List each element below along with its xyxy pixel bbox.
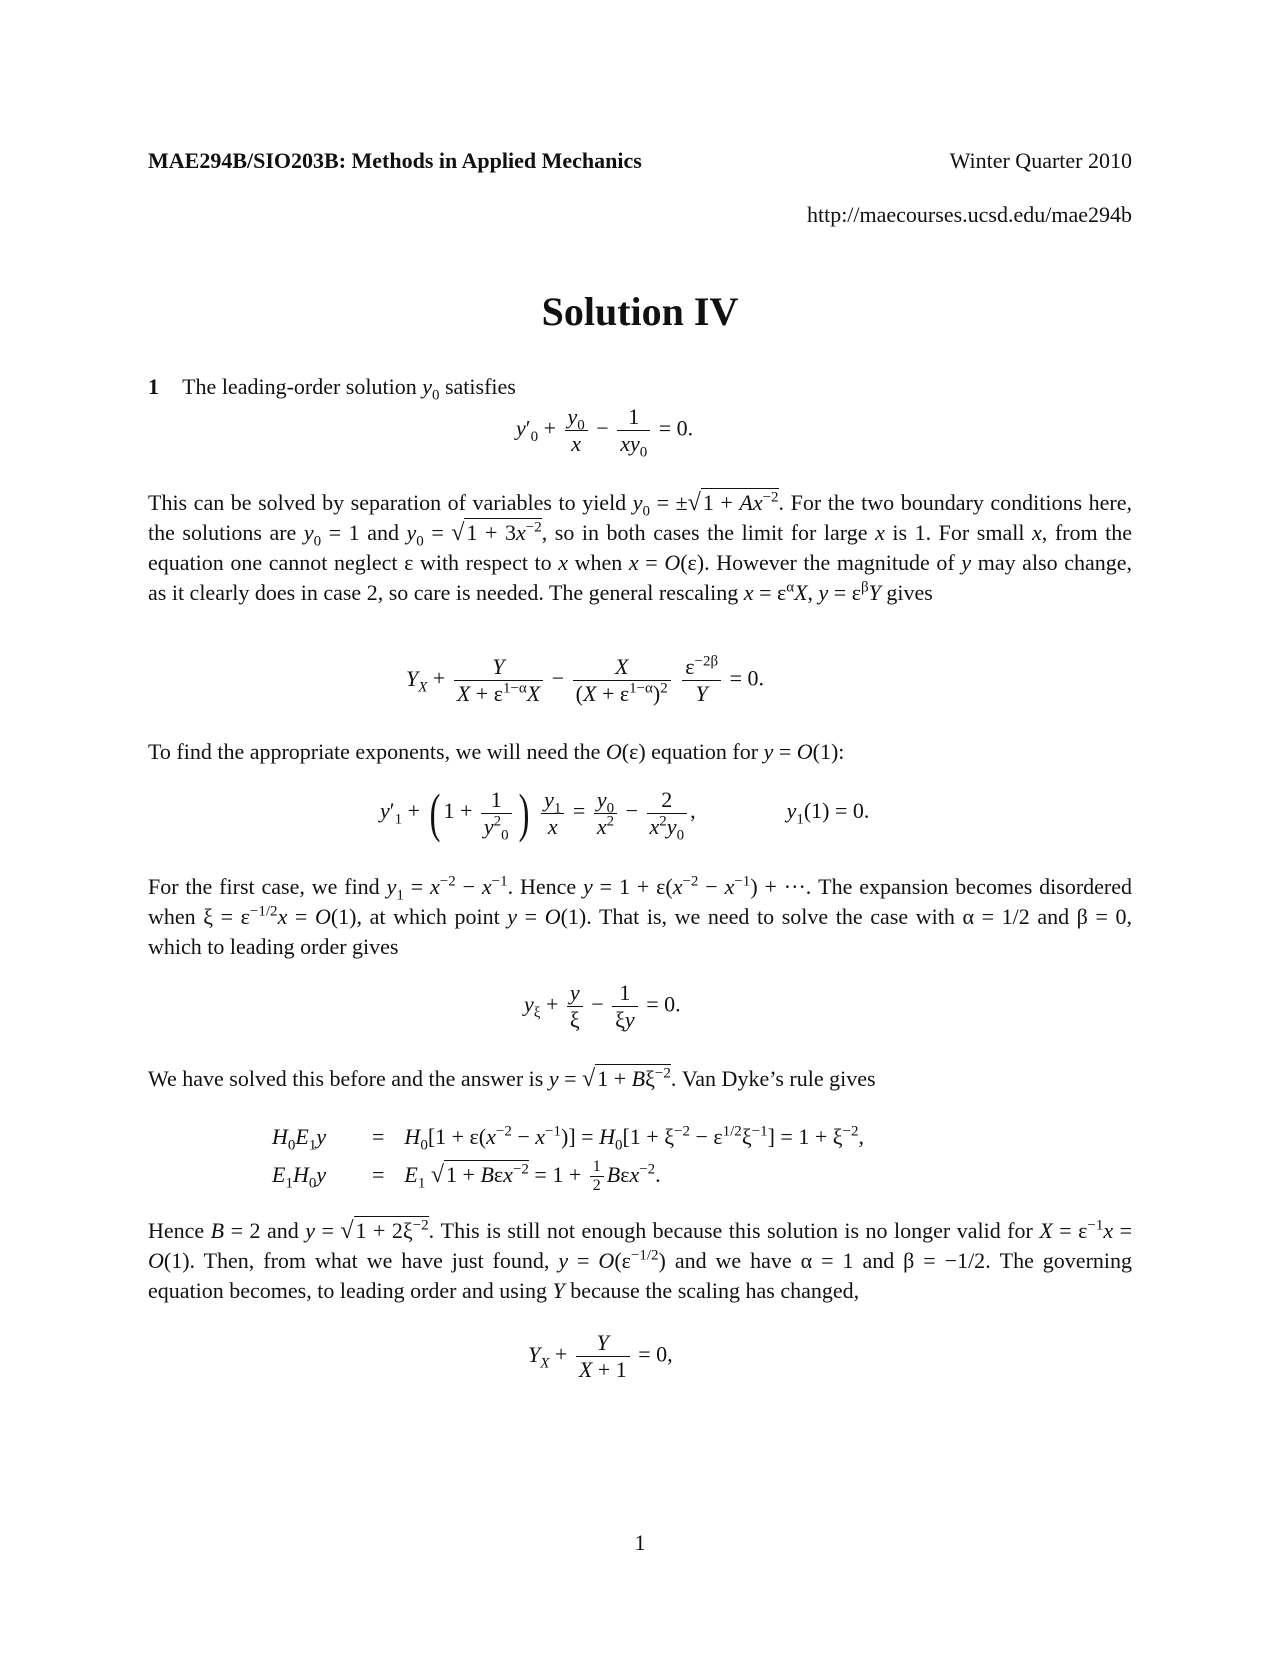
- quarter-label: Winter Quarter 2010: [949, 148, 1132, 173]
- section-number: 1: [148, 374, 159, 399]
- paragraph-1: This can be solved by separation of variables to yield $y_0 = \pm√1 + Ax^{-2}$. For the two boundary conditions here, the solutions are $y_0 = 1$ and $y_0 = √1 + 3x^{-2}$, so in both cases the limit for large x is 1. For small x, from the equation one cannot neglect ε with respect to x when x = O(ε). However the magnitude of y may also change, as it clearly does in case 2, so care is needed. The general rescaling $x = \varepsilon^\alpha X$, $y = \varepsilon^\beta Y$ gives: [148, 489, 1133, 605]
- page-title: Solution IV: [541, 289, 739, 334]
- paragraph-5: Hence B = 2 and $y = √1 + 2\xi^{-2}$. This is still not enough because this solution is no longer valid for $X = \varepsilon^{-1}x = O(1)$. Then, from what we have just found, $y = O(\varepsilon^{-1/2})$ and we have α = 1 and β = −1/2. The governing equation becomes, to leading order and using Y because the scaling has changed,: [148, 1217, 1133, 1303]
- page-number: 1: [634, 1530, 646, 1555]
- equation-1: $y'_0$ + $\frac{y_0}{x}$ − $\frac{1}{xy_0}$ = 0.: [516, 404, 694, 461]
- page: [148, 0, 1132, 1656]
- equation-3: $y'_1$ + ( 1 + $\frac{1}{y^2_0}$ ) $\frac{y_1}{x}$ = $\frac{y_0}{x^2}$ − $\frac{2}{x^2y_0}$ , $y_1(1) = 0$.: [380, 783, 870, 843]
- course-url: http://maecourses.ucsd.edu/mae294b: [806, 202, 1132, 227]
- course-title: MAE294B/SIO203B: Methods in Applied Mechanics: [148, 148, 642, 173]
- paragraph-3: For the first case, we find $y_1 = x^{-2} - x^{-1}$. Hence $y = 1 + \varepsilon(x^{-2} - x^{-1})$ + ···. The expansion becomes disordered when $\xi = \varepsilon^{-1/2}x = O(1)$, at which point y = O(1). That is, we need to solve the case with α = 1/2 and β = 0, which to leading order gives: [148, 873, 1132, 959]
- paragraph-2: To find the appropriate exponents, we will need the O(ε) equation for y = O(1):: [148, 739, 845, 764]
- equation-4: $y_\xi$ + $\frac{y}{\xi}$ − $\frac{1}{\xi y}$ = 0.: [524, 980, 681, 1032]
- equation-2: $Y_X$ + $\frac{Y}{X + \varepsilon^{1-\alpha}X}$ − $\frac{X}{(X + \varepsilon^{1-\alpha})^2}$ $\frac{\varepsilon^{-2\beta}}{Y}$ = 0.: [406, 653, 765, 706]
- paragraph-4: We have solved this before and the answer is $y = √1 + B\xi^{-2}$. Van Dyke’s rule gives: [148, 1065, 876, 1092]
- equation-6: $Y_X$ + $\frac{Y}{X + 1}$ = 0,: [528, 1330, 673, 1382]
- section-heading: 1 The leading-order solution $y_0$ satisfies: [148, 374, 516, 404]
- equation-5: $H_0E_1y = H_0[1 + \varepsilon(x^{-2} - x^{-1})] = H_0[1 + \xi^{-2} - \varepsilon^{1/2}\xi^{-1}] = 1 + \xi^{-2}$, $E_1H_0y = E_1$ √1 + Bεx$^{-2}$ = 1 + $\frac{1}{2}$ Bεx$^{-2}$.: [272, 1123, 865, 1195]
